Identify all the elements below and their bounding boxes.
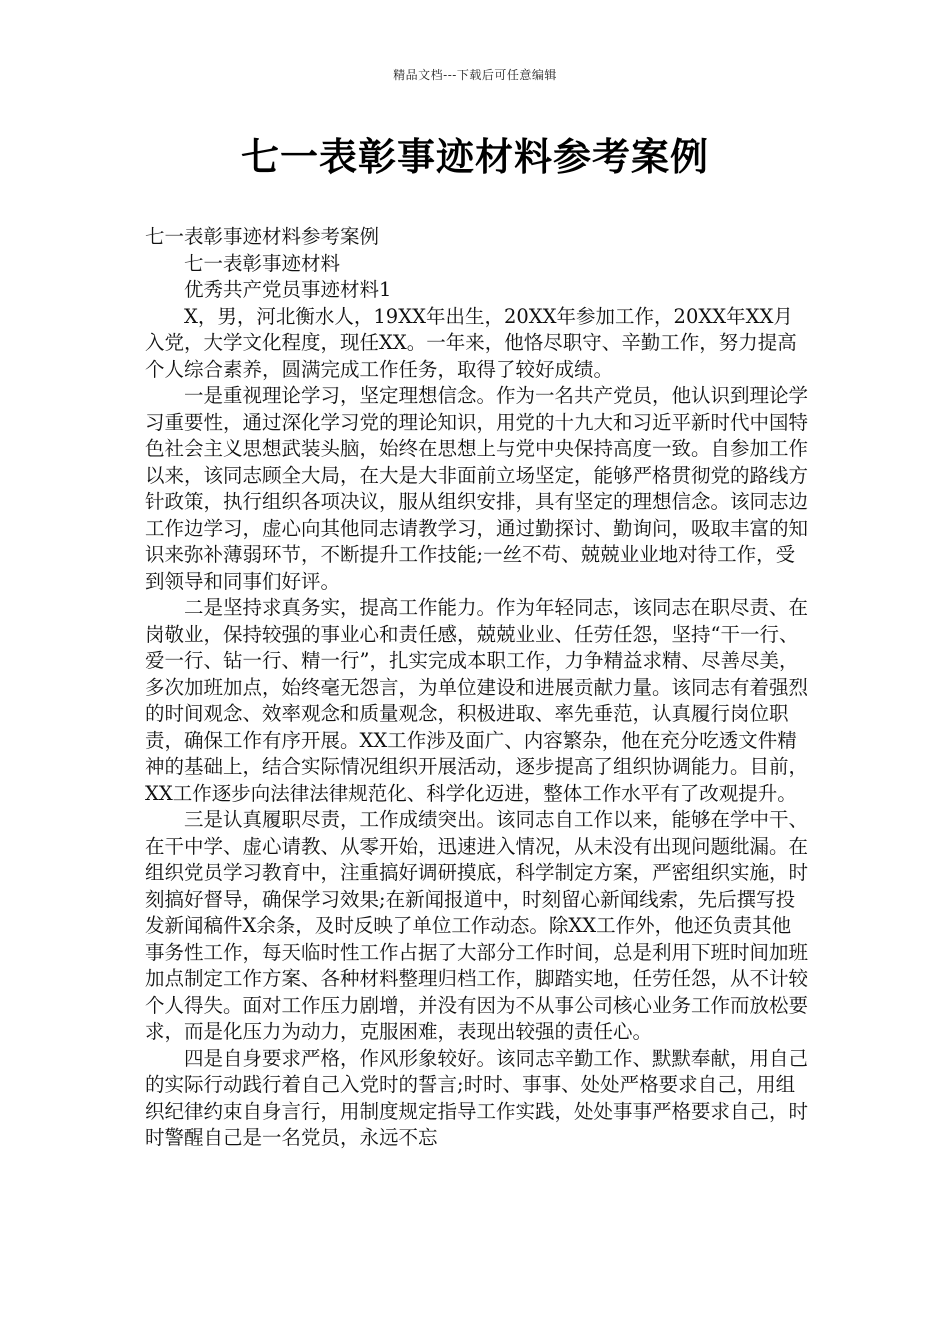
paragraph-duty-performance: 三是认真履职尽责，工作成绩突出。该同志自工作以来，能够在学中干、在干中学、虚心请教、从零开始，迅速进入情况，从未没有出现问题纰漏。在组织党员学习教育中，注重搞好调研摸底，科学制定方案，严密组织实施，时刻搞好督导，确保学习效果;在新闻报道中，时刻留心新闻线索，先后撰写投发新闻稿件X余条，及时反映了单位工作动态。除XX工作外，他还负责其他事务性工作，每天临时性工作占据了大部分工作时间，总是利用下班时间加班加点制定工作方案、各种材料整理归档工作，脚踏实地，任劳任怨，从不计较个人得失。面对工作压力剧增，并没有因为不从事公司核心业务工作而放松要求，而是化压力为动力，克服困难，表现出较强的责任心。 (145, 808, 809, 1043)
document-title: 七一表彰事迹材料参考案例 (240, 134, 709, 179)
document-body (145, 224, 809, 1152)
section-label-line: 优秀共产党员事迹材料1 (184, 278, 392, 301)
paragraph-work-ability: 二是坚持求真务实，提高工作能力。作为年轻同志，该同志在职尽责、在岗敬业，保持较强的事业心和责任感，兢兢业业、任劳任怨，坚持“干一行、爱一行、钻一行、精一行”，扎实完成本职工作，力争精益求精、尽善尽美，多次加班加点，始终毫无怨言，为单位建设和进展贡献力量。该同志有着强烈的时间观念、效率观念和质量观念，积极进取、率先垂范，认真履行岗位职责，确保工作有序开展。XX工作涉及面广、内容繁杂，他在充分吃透文件精神的基础上，结合实际情况组织开展活动，逐步提高了组织协调能力。目前，XX工作逐步向法律法律规范化、科学化迈进，整体工作水平有了改观提升。 (145, 596, 809, 805)
paragraph-self-discipline: 四是自身要求严格，作风形象较好。该同志辛勤工作、默默奉献，用自己的实际行动践行着自己入党时的誓言;时时、事事、处处严格要求自己，用组织纪律约束自身言行，用制度规定指导工作实践，处处事事严格要求自己，时时警醒自己是一名党员，永远不忘 (145, 1046, 809, 1149)
document-label-line: 七一表彰事迹材料参考案例 (145, 225, 380, 248)
paragraph-intro: X，男，河北衡水人，19XX年出生，20XX年参加工作，20XX年XX月入党，大学文化程度，现任XX。一年来，他恪尽职守、辛勤工作，努力提高个人综合素养，圆满完成工作任务，取得了较好成绩。 (145, 304, 797, 381)
header-note: 精品文档---下载后可任意编辑 (393, 68, 557, 82)
paragraph-theory-study: 一是重视理论学习，坚定理想信念。作为一名共产党员，他认识到理论学习重要性，通过深化学习党的理论知识，用党的十九大和习近平新时代中国特色社会主义思想武装头脑，始终在思想上与党中央保持高度一致。自参加工作以来，该同志顾全大局，在大是大非面前立场坚定，能够严格贯彻党的路线方针政策，执行组织各项决议，服从组织安排，具有坚定的理想信念。该同志边工作边学习，虚心向其他同志请教学习，通过勤探讨、勤询问，吸取丰富的知识来弥补薄弱环节，不断提升工作技能;一丝不苟、兢兢业业地对待工作，受到领导和同事们好评。 (145, 384, 809, 593)
subtitle-line: 七一表彰事迹材料 (184, 251, 341, 275)
